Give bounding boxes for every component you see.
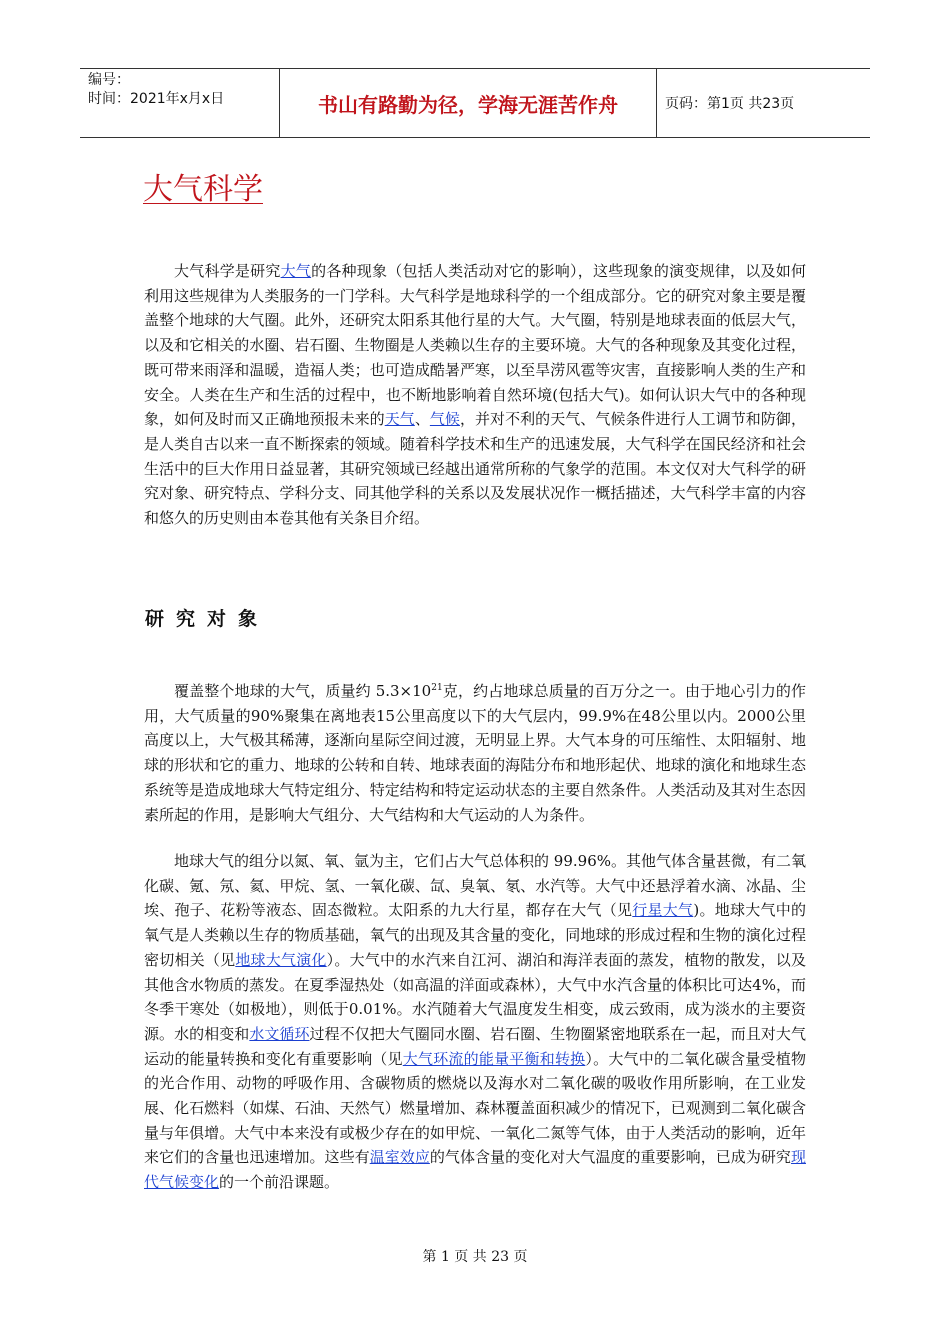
text-run: ）。大气中的二氧化碳含量受植物的光合作用、动物的呼吸作用、含碳物质的燃烧以及海水对二氧化碳的吸收作用所影响，在工业发展、化石燃料（如煤、石油、天然气）燃量增加、森林覆盖面积减少的情况下，已观测到二氧化碳含量与年俱增。大气中本来没有或极少存在的如甲烷、一氧化二氮等气体，由于人类活动的影响，近年来它们的含量也迅速增加。这些有 (144, 1049, 806, 1167)
link-planetary-atmosphere[interactable]: 行星大气 (632, 901, 694, 920)
section-heading: 研究对象 (145, 608, 270, 630)
page-footer: 第 1 页 共 23 页 (422, 1249, 528, 1265)
time-label: 时间：2021年x月x日 (88, 91, 225, 107)
text-run: 大气科学是研究 (174, 262, 281, 280)
text-run: 地球大气的组分以氮、氧、氩为主，它们占大气总体积的 99.96%。其他气体含量甚微，有二氧化碳、氪、氖、氦、甲烷、氢、一氧化碳、氙、臭氧、氡、水汽等。大气中还悬浮着水滴、冰晶、尘埃、孢子、花粉等液态、固态微粒。太阳系的九大行星，都存在大气（见 (144, 852, 806, 920)
text-run: 过程不仅把大气圈同水圈、岩石圈、生物圈紧密地联系在一起，而且对大气运动的能量转换和变化有重要影响（见 (144, 1024, 806, 1068)
exponent: 21 (431, 683, 443, 693)
header-meta-cell (80, 69, 280, 137)
link-hydrologic-cycle[interactable]: 水文循环 (249, 1024, 310, 1043)
text-run: )。地球大气中的氧气是人类赖以生存的物质基础，氧气的出现及其含量的变化，同地球的形成过程和生物的演化过程密切相关（见 (144, 901, 806, 969)
text-run: ，并对不利的天气、气候条件进行人工调节和防御，是人类自古以来一直不断探索的领域。随着科学技术和生产的迅速发展，大气科学在国民经济和社会生活中的巨大作用日益显著，其研究领域已经越出通常所称的气象学的范围。本文仅对大气科学的研究对象、研究特点、学科分支、同其他学科的关系以及发展状况作一概括描述，大气科学丰富的内容和悠久的历史则由本卷其他有关条目介绍。 (144, 410, 806, 528)
header-motto: 书山有路勤为径，学海无涯苦作舟 (280, 69, 657, 137)
text-run: 的一个前沿课题。 (219, 1173, 340, 1192)
link-atmosphere[interactable]: 大气 (280, 262, 312, 280)
text-run: 覆盖整个地球的大气，质量约 5.3×10 (174, 682, 432, 700)
document-title[interactable]: 大气科学 (143, 172, 263, 207)
number-label: 编号： (88, 72, 130, 88)
link-weather[interactable]: 天气 (384, 410, 415, 429)
link-energy-balance[interactable]: 大气环流的能量平衡和转换 (402, 1049, 586, 1068)
text-run: 、 (414, 410, 430, 429)
link-climate[interactable]: 气候 (429, 410, 460, 429)
text-run: 的各种现象（包括人类活动对它的影响），这些现象的演变规律，以及如何利用这些规律为人类服务的一门学科。大气科学是地球科学的一个组成部分。它的研究对象主要是覆盖整个地球的大气圈。此外，还研究太阳系其他行星的大气。大气圈，特别是地球表面的低层大气，以及和它相关的水圈、岩石圈、生物圈是人类赖以生存的主要环境。大气的各种现象及其变化过程，既可带来雨泽和温暖，造福人类；也可造成酷暑严寒，以至旱涝风雹等灾害，直接影响人类的生产和安全。人类在生产和生活的过程中，也不断地影响着自然环境(包括大气)。如何认识大气中的各种现象，如何及时而又正确地预报未来的 (144, 262, 806, 429)
paragraph-composition (144, 849, 806, 1195)
header-page-info: 页码：第1页 共23页 (665, 96, 795, 112)
link-greenhouse-effect[interactable]: 温室效应 (369, 1148, 430, 1167)
paragraph-mass (144, 676, 806, 827)
header-table (80, 68, 870, 138)
link-climate-change[interactable]: 现代气候变化 (144, 1148, 806, 1192)
link-atmosphere-evolution[interactable]: 地球大气演化 (235, 950, 327, 969)
text-run: ）。大气中的水汽来自江河、湖泊和海洋表面的蒸发，植物的散发，以及其他含水物质的蒸发。在夏季湿热处（如高温的洋面或森林），大气中水汽含量的体积比可达4%，而冬季干寒处（如极地），则低于0.01%。水汽随着大气温度发生相变，成云致雨，成为淡水的主要资源。水的相变和 (144, 950, 806, 1043)
text-run: 的气体含量的变化对大气温度的重要影响，已成为研究 (429, 1148, 791, 1167)
text-run: 克，约占地球总质量的百万分之一。由于地心引力的作用，大气质量的90%聚集在离地表15公里高度以下的大气层内，99.9%在48公里以内。2000公里高度以上，大气极其稀薄，逐渐向星际空间过渡，无明显上界。大气本身的可压缩性、太阳辐射、地球的形状和它的重力、地球的公转和自转、地球表面的海陆分布和地形起伏、地球的演化和地球生态系统等是造成地球大气特定组分、特定结构和特定运动状态的主要自然条件。人类活动及其对生态因素所起的作用，是影响大气组分、大气结构和大气运动的人为条件。 (144, 682, 806, 824)
intro-paragraph (144, 259, 806, 531)
